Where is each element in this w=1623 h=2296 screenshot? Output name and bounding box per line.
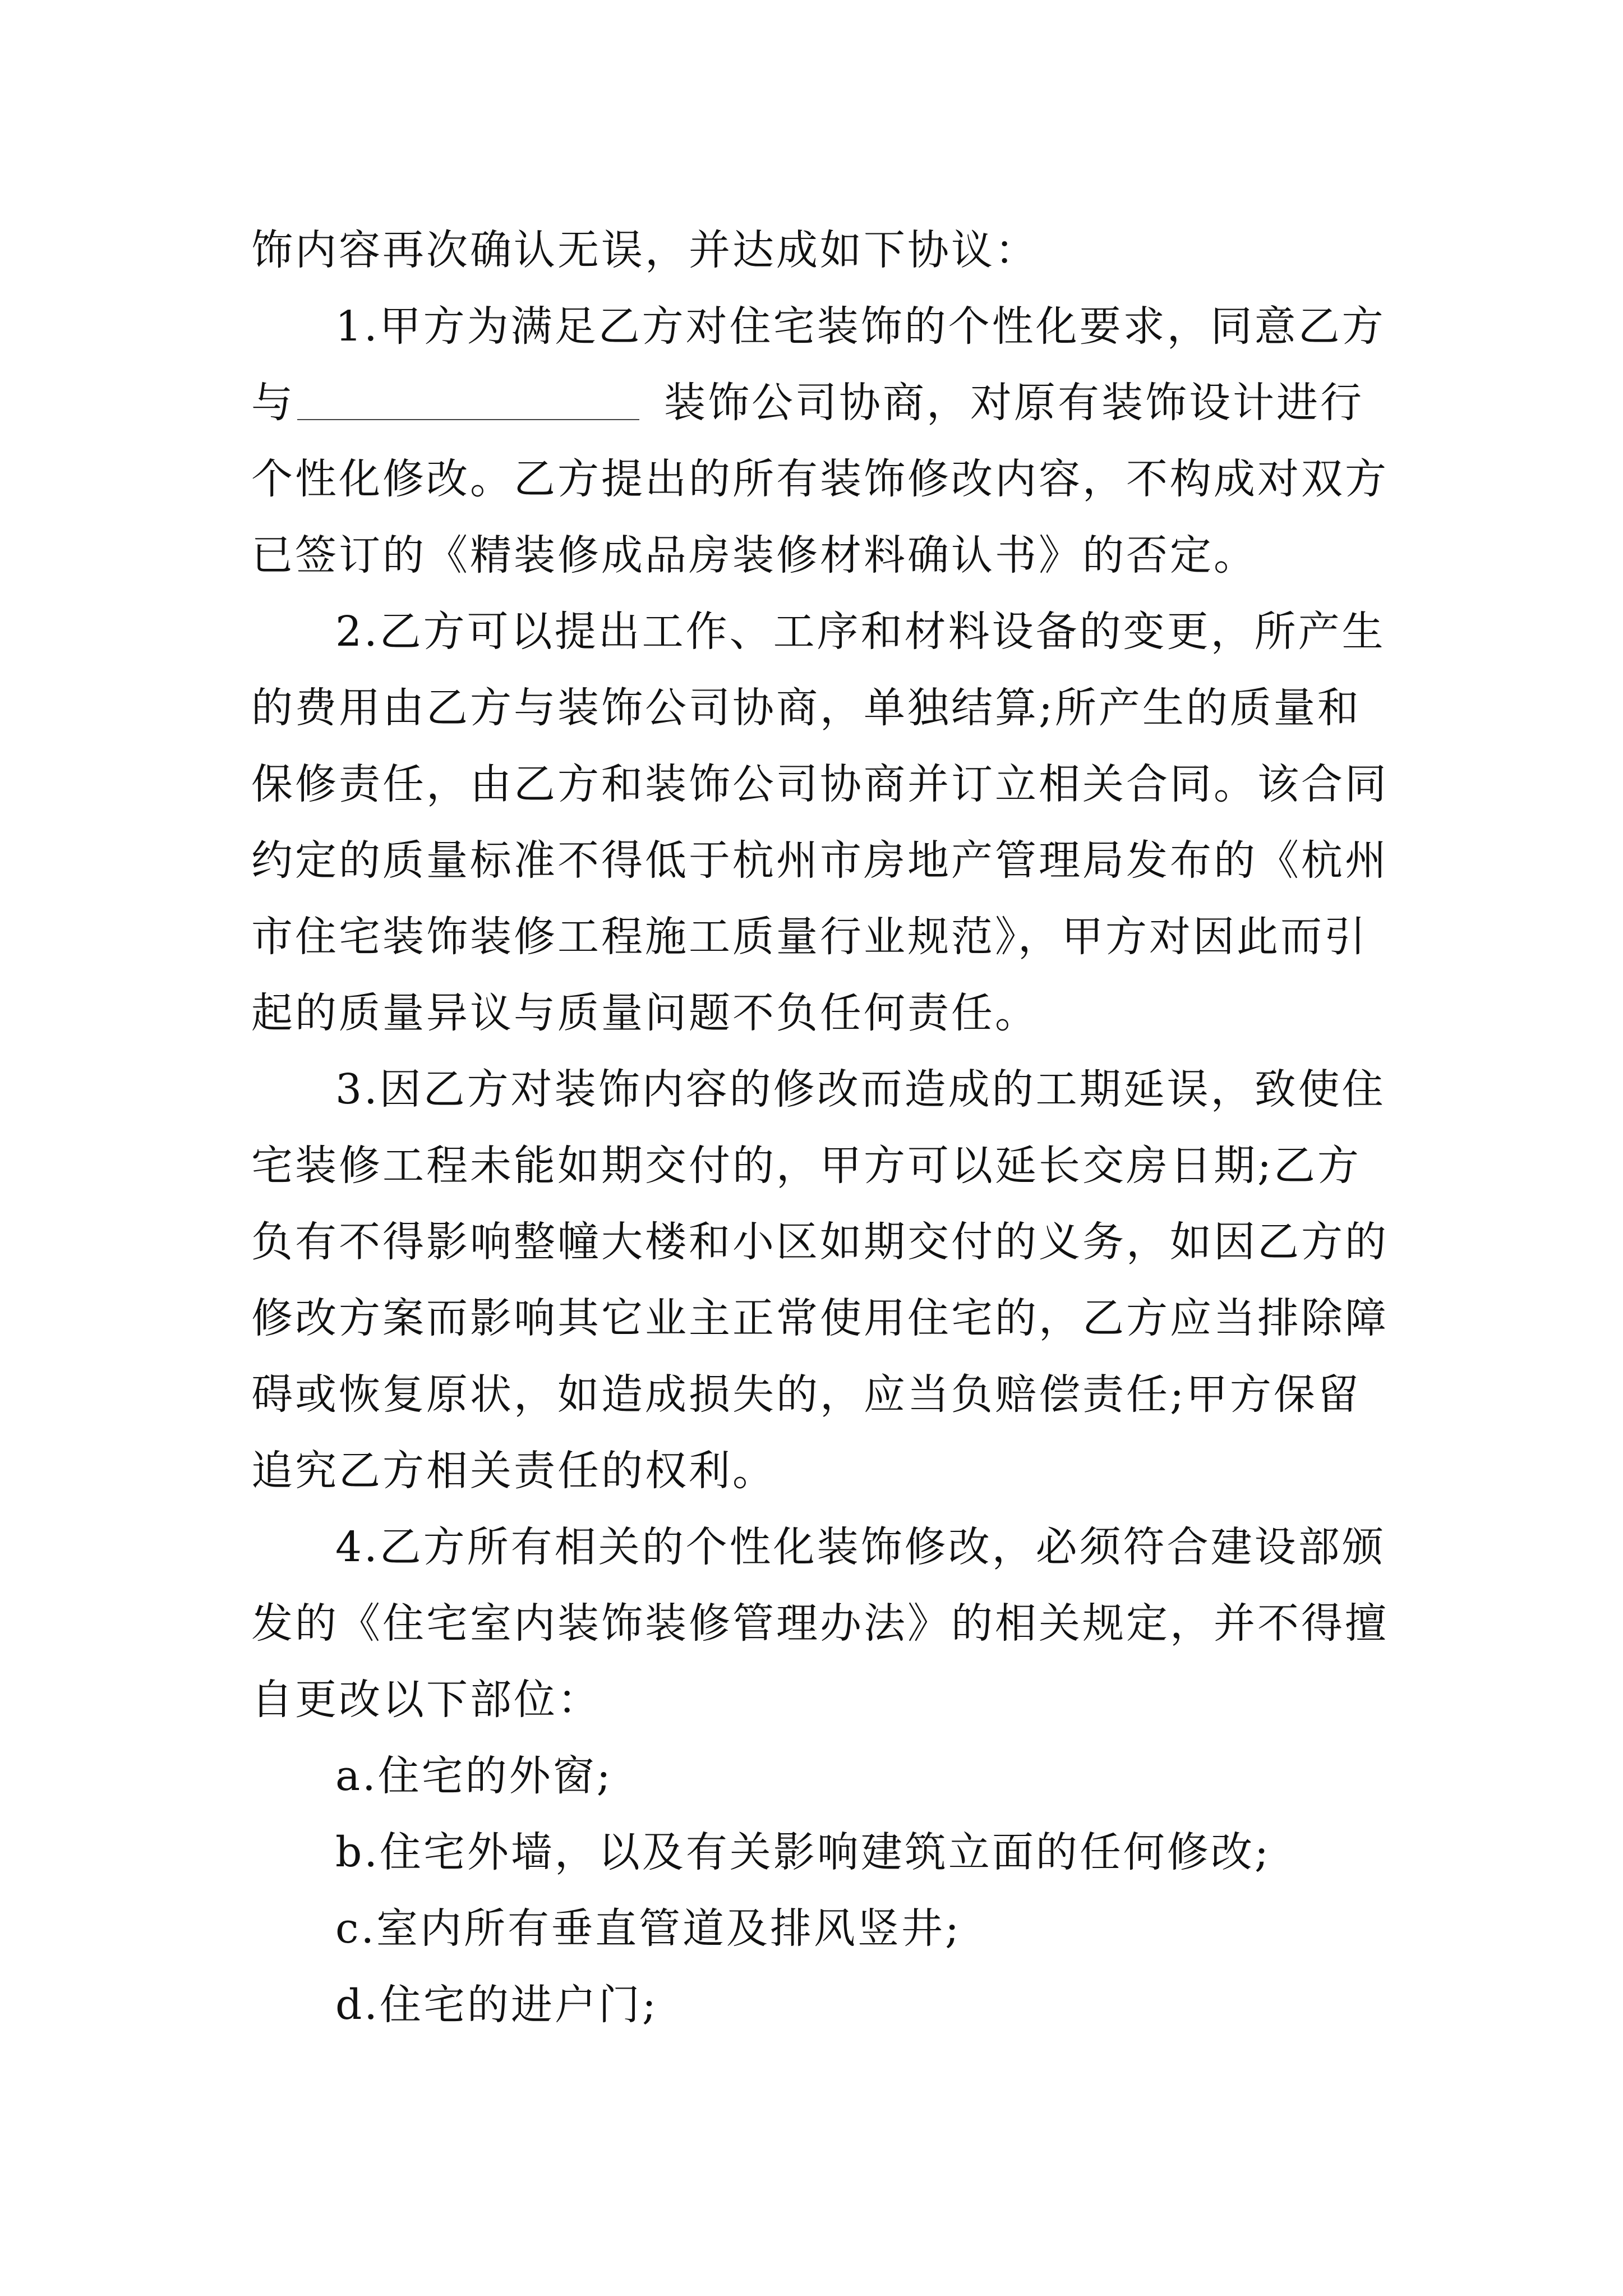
clause-2-line: 的费用由乙方与装饰公司协商，单独结算;所产生的质量和 [251, 684, 1361, 732]
clause-4-line: 自更改以下部位： [251, 1676, 601, 1724]
clause-3-line: 碍或恢复原状，如造成损失的，应当负赔偿责任;甲方保留 [251, 1370, 1361, 1419]
list-item-d: d.住宅的进户门; [335, 1981, 658, 2029]
clause-4-line: 4.乙方所有相关的个性化装饰修改，必须符合建设部颁 [335, 1523, 1386, 1571]
clause-3-line: 修改方案而影响其它业主正常使用住宅的，乙方应当排除障 [251, 1294, 1389, 1342]
clause-4-line: 发的《住宅室内装饰装修管理办法》的相关规定，并不得擅 [251, 1599, 1389, 1648]
clause-1-line: 个性化修改。乙方提出的所有装饰修改内容，不构成对双方 [251, 455, 1389, 503]
clause-2-line: 约定的质量标准不得低于杭州市房地产管理局发布的《杭州 [251, 836, 1389, 885]
clause-3-line: 负有不得影响整幢大楼和小区如期交付的义务，如因乙方的 [251, 1218, 1389, 1266]
clause-3-line: 3.因乙方对装饰内容的修改而造成的工期延误，致使住 [335, 1065, 1386, 1114]
text-fragment: 装饰公司协商，对原有装饰设计进行 [664, 379, 1364, 427]
clause-3-line: 追究乙方相关责任的权利。 [251, 1447, 776, 1495]
list-item-a: a.住宅的外窗; [335, 1752, 613, 1800]
clause-2-line: 2.乙方可以提出工作、工序和材料设备的变更，所产生 [335, 608, 1386, 656]
clause-1-line: 已签订的《精装修成品房装修材料确认书》的否定。 [251, 531, 1257, 579]
list-item-c: c.室内所有垂直管道及排风竖井; [335, 1904, 961, 1953]
clause-1-line-with-blank [251, 364, 1364, 442]
fill-in-blank [297, 375, 639, 420]
clause-3-line: 宅装修工程未能如期交付的，甲方可以延长交房日期;乙方 [251, 1142, 1361, 1190]
clause-2-line: 市住宅装饰装修工程施工质量行业规范》，甲方对因此而引 [251, 913, 1368, 961]
clause-2-line: 起的质量异议与质量问题不负任何责任。 [251, 989, 1039, 1037]
text-line: 饰内容再次确认无误，并达成如下协议： [251, 226, 1039, 274]
clause-1-line: 1.甲方为满足乙方对住宅装饰的个性化要求，同意乙方 [335, 302, 1386, 351]
text-fragment: 与 [251, 379, 295, 427]
list-item-b: b.住宅外墙，以及有关影响建筑立面的任何修改; [335, 1828, 1271, 1876]
clause-2-line: 保修责任，由乙方和装饰公司协商并订立相关合同。该合同 [251, 760, 1389, 808]
